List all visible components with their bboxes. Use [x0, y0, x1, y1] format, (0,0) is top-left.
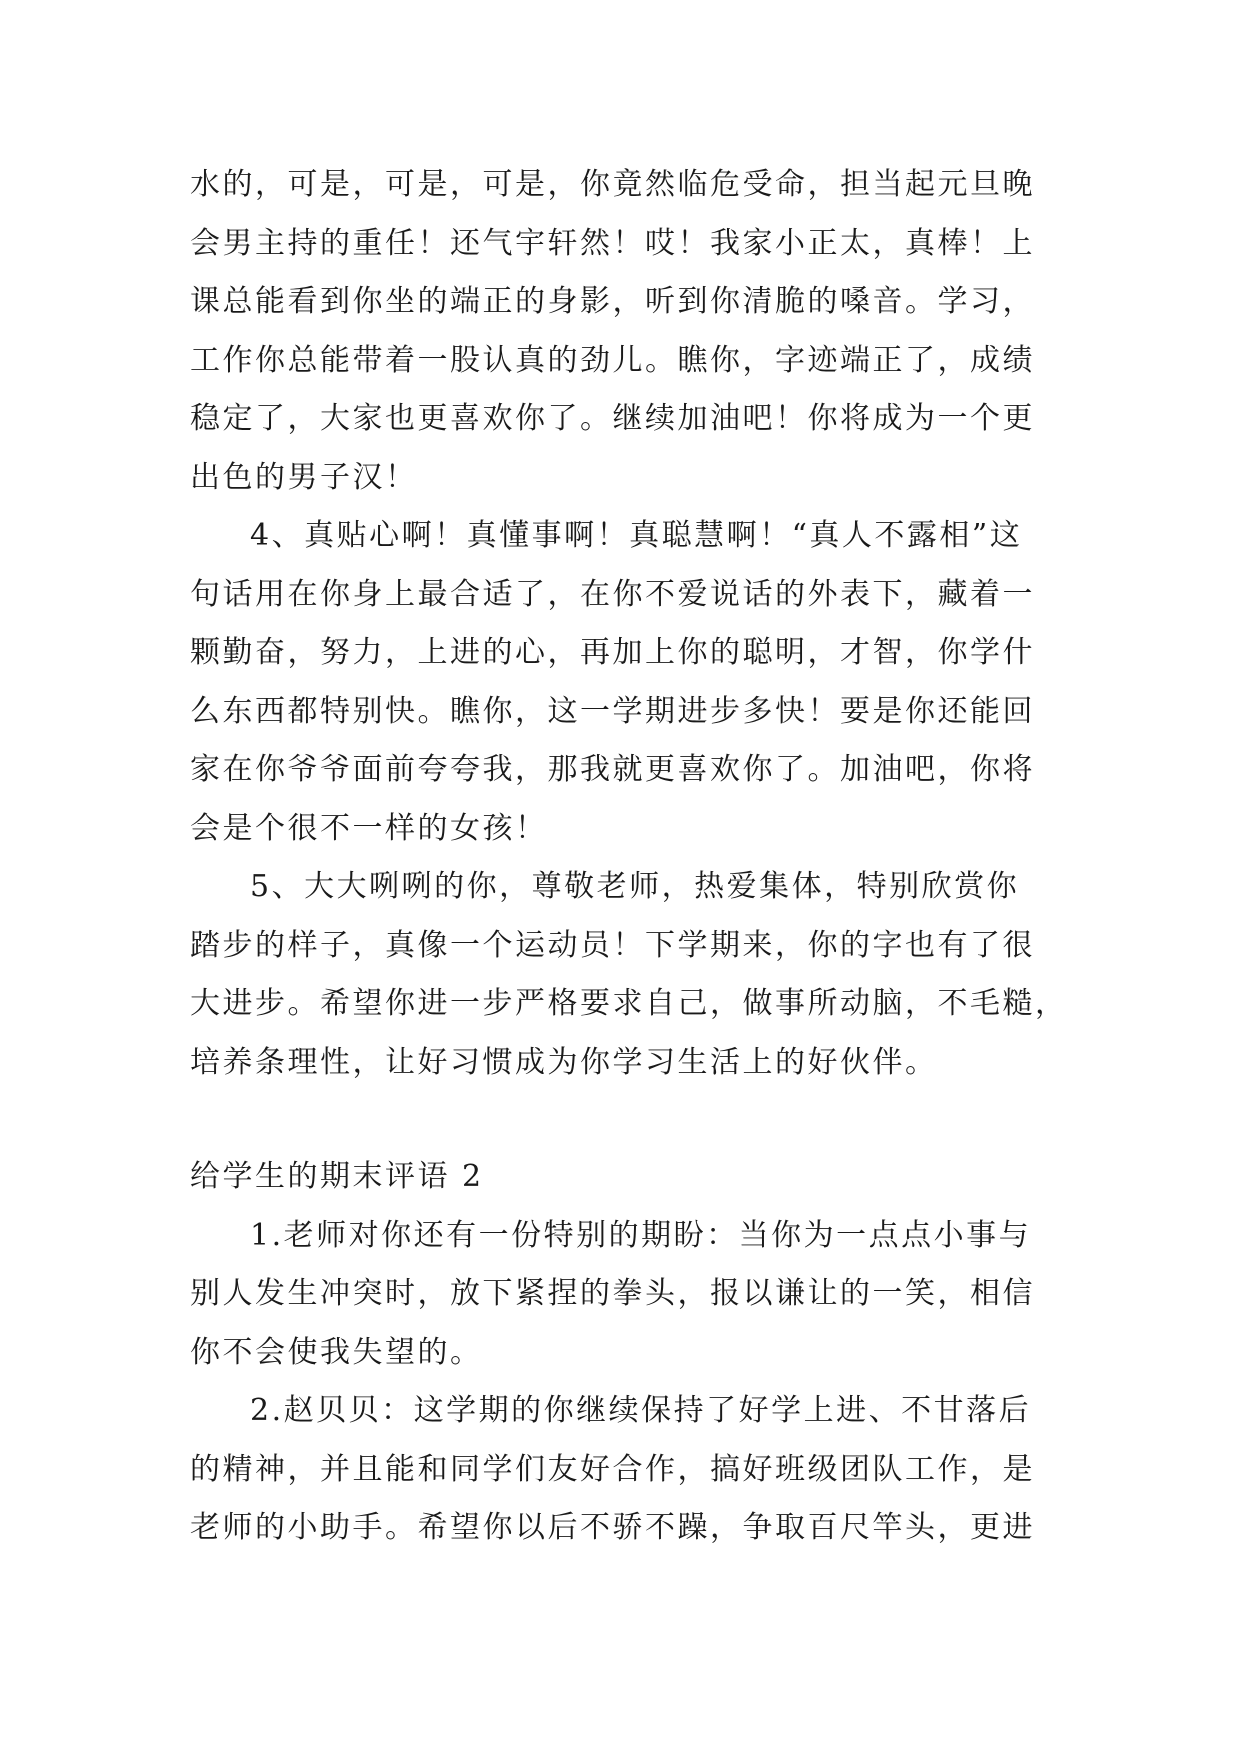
text-line: 大进步。希望你进一步严格要求自己，做事所动脑，不毛糙， [190, 986, 1068, 1021]
text-line: 句话用在你身上最合适了，在你不爱说话的外表下，藏着一 [190, 576, 1035, 612]
text-line: 老师的小助手。希望你以后不骄不躁，争取百尺竿头，更进 [190, 1510, 1035, 1545]
paragraph-start-line: 2.赵贝贝：这学期的你继续保持了好学上进、不甘落后 [250, 1393, 1032, 1428]
text-line: 课总能看到你坐的端正的身影，听到你清脆的嗓音。学习， [190, 284, 1035, 319]
paragraph-start-line: 1.老师对你还有一份特别的期盼：当你为一点点小事与 [250, 1217, 1032, 1253]
text-line: 你不会使我失望的。 [190, 1334, 483, 1370]
text-line: 会男主持的重任！还气宇轩然！哎！我家小正太，真棒！上 [190, 225, 1035, 261]
paragraph-start-line: 4、真贴心啊！真懂事啊！真聪慧啊！“真人不露相”这 [250, 518, 1023, 553]
paragraph-start-line: 5、大大咧咧的你，尊敬老师，热爱集体，特别欣赏你 [250, 869, 1020, 904]
text-line: 会是个很不一样的女孩！ [190, 810, 548, 846]
text-line: 出色的男子汉！ [190, 459, 418, 495]
text-line: 水的，可是，可是，可是，你竟然临危受命，担当起元旦晚 [190, 167, 1035, 202]
text-line: 颗勤奋，努力，上进的心，再加上你的聪明，才智，你学什 [190, 635, 1035, 670]
text-line: 踏步的样子，真像一个运动员！下学期来，你的字也有了很 [190, 927, 1035, 963]
text-line: 家在你爷爷面前夸夸我，那我就更喜欢你了。加油吧，你将 [190, 752, 1035, 787]
section-title: 给学生的期末评语 2 [190, 1159, 484, 1194]
text-line: 的精神，并且能和同学们友好合作，搞好班级团队工作，是 [190, 1451, 1035, 1487]
text-line: 么东西都特别快。瞧你，这一学期进步多快！要是你还能回 [190, 693, 1035, 729]
document-body [190, 156, 1070, 1558]
text-line: 别人发生冲突时，放下紧捏的拳头，报以谦让的一笑，相信 [190, 1276, 1035, 1311]
text-line: 工作你总能带着一股认真的劲儿。瞧你，字迹端正了，成绩 [190, 342, 1035, 378]
section-gap [190, 1092, 1070, 1148]
text-line: 稳定了，大家也更喜欢你了。继续加油吧！你将成为一个更 [190, 401, 1035, 436]
text-line: 培养条理性，让好习惯成为你学习生活上的好伙伴。 [190, 1044, 938, 1080]
